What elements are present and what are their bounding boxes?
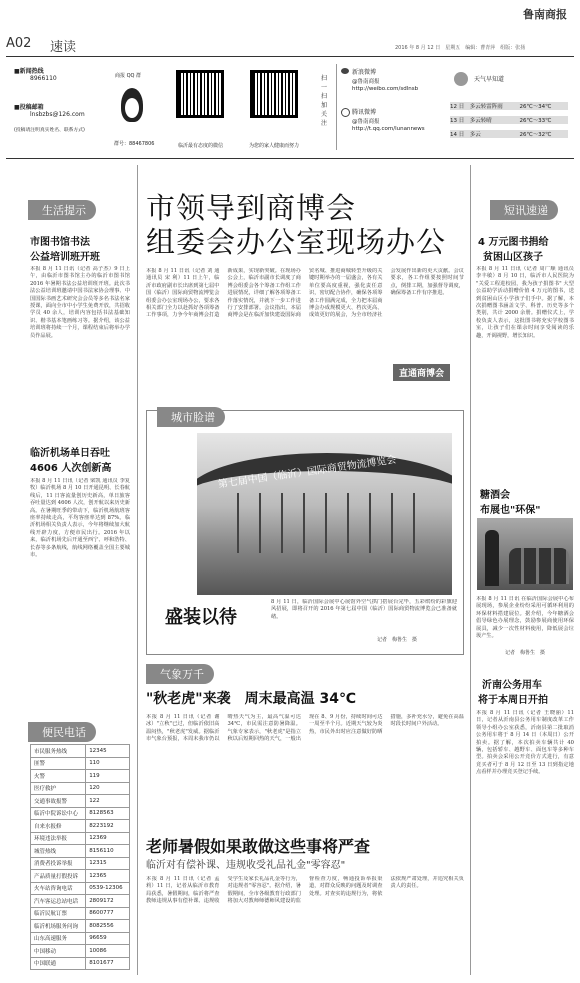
phone-service-name: 临沂中院诉讼中心 [31, 807, 86, 820]
phone-service-name: 中国联通 [31, 957, 86, 970]
masthead-rule [6, 56, 574, 57]
jars [509, 548, 569, 584]
phone-row [31, 895, 130, 908]
qr2-caption: 为您的家人健康而努力 [249, 143, 300, 149]
main-headline-1: 市领导到商博会 [146, 191, 357, 225]
main-body: 本报 8 月 11 日讯（记者 刘 通 通讯员 宋 利）11 日上午，临沂市政府副市长出席到第七届中国（临沂）国际商贸物流博览会组委会办公室现场办公，要求各相关部门全力以赴抓好各项筹备工作事项，力争今年商博会打造新成果，实现新突破。在现场办公会上，临沂市副市长调度了商博会组委会各个筹备工作组工作进展情况，详细了解各项筹备工作落实情况，并就下一步工作进行了安排部署。会议指出，本届商博会是在临沂加快建设国际商贸名城、推进商城转型升级的关键时期举办的一届盛会，各有关单位要高度重视，强化责任意识，密切配合协作，确保各项筹备工作圆满完成，全力把本届商博会办成规模更大、档次更高、成效更好的展会，为全市经济社会发展作出新的更大贡献。会议要求，各工作组要按照时间节点，倒排工期，加强督导调度，确保筹备工作有序推进。 [146, 268, 464, 319]
phone-service-name: 产品质量打假投诉 [31, 870, 86, 883]
phone-number: 122 [86, 795, 130, 808]
left-column-divider [137, 165, 138, 975]
contact-divider [336, 64, 337, 150]
email-address: lnsbzbs@126.com [30, 111, 85, 118]
weather-temp: 26℃～34℃ [519, 104, 552, 110]
phone-number: 2809172 [86, 895, 130, 908]
weibo2-url[interactable]: http://t.qq.com/lunannews [352, 126, 425, 132]
weather-title: 天气早知道 [474, 76, 505, 83]
phone-service-name: 汽车客运总站电话 [31, 895, 86, 908]
phone-row [31, 757, 130, 770]
overlay-title: 盛装以待 [165, 607, 237, 628]
section-name: 速读 [50, 40, 77, 55]
phone-row [31, 832, 130, 845]
email-note: (投稿请注明真实姓名、联系方式) [14, 128, 85, 133]
phone-number: 120 [86, 782, 130, 795]
expo-photo [197, 433, 452, 595]
weibo1-name: @鲁南商报 [352, 79, 380, 85]
phone-number: 8101677 [86, 957, 130, 970]
city-photo-credit: 记者 梅鲁生 摄 [377, 637, 418, 643]
weather-day: 12 日 [450, 104, 465, 110]
weather-desc: 多云 [469, 132, 481, 138]
scan-label: 扫一扫 加关注 [321, 75, 328, 127]
city-photo-caption: 8 月 11 日，临沂国际会展中心展馆外空气拱门搭展台完毕，五彩缤纷的彩旗迎风招展，即将召开的 2016 年第七届中国（临沂）国际商贸物流博览会已准备就绪。 [271, 599, 457, 620]
books-body: 本报 8 月 11 日讯（记者 周广顺 通讯员 李丰敏）8 月 10 日，临沂市人民医院为 "关爱工程进校园，我为孩子捐图书" 大型公益助学活动捐赠价值 4 万元的图书，送到贫困山区小学孩子们手中。据了解，本次捐赠图书涵盖文学、科普、历史等多个类别，共计 2000 余册。捐赠仪式上，学校负责人表示，这批图书将充实学校图书室，让孩子们在课余时间享受阅读的乐趣，开阔视野，增长知识。 [476, 266, 574, 339]
phone-row [31, 907, 130, 920]
city-photo-box [146, 410, 464, 655]
phone-row [31, 857, 130, 870]
qr1-caption: 临沂最有态度的微信 [178, 143, 224, 149]
weather-desc: 多云转晴 [469, 118, 492, 124]
phone-number: 96659 [86, 932, 130, 945]
phone-row [31, 920, 130, 933]
phone-row [31, 807, 130, 820]
phone-number: 12365 [86, 870, 130, 883]
phone-row [31, 932, 130, 945]
phone-number: 8128563 [86, 807, 130, 820]
date-line: 2016 年 8 月 12 日 星期五 编辑：曹青萍 组版：张扬 [395, 45, 526, 51]
email-label: ■投稿邮箱 [14, 104, 44, 111]
phone-service-name: 临沂民航订票 [31, 907, 86, 920]
phone-row [31, 745, 130, 758]
books-title-1: 4 万元图书捐给 [478, 237, 549, 248]
bus-body: 本报 8 月 11 日讯（记者 王晓丽）11 日，记者从沂南县公务用车制度改革工作领导小组办公室获悉，沂南县第二批取消公务用车将于 8 月 14 日（本周日）公开拍卖。据了解，本次拍卖车辆共计 40 辆，包括轿车、越野车、面包车等多种车型。拍卖会采用公开竞价方式进行，有意竞买者可于 8 月 12 日至 13 日到指定地点看样并办理竞买登记手续。 [476, 710, 574, 776]
library-title-1: 市图书馆书法 [30, 237, 90, 248]
weather-temp: 26℃～32℃ [519, 132, 552, 138]
phone-number: 10086 [86, 945, 130, 958]
phone-service-name: 环境违法举报 [31, 832, 86, 845]
books-title-2: 贫困山区孩子 [483, 252, 543, 263]
tag-city-faces: 城市脸谱 [157, 407, 225, 427]
person-figure [485, 530, 499, 586]
phone-service-name: 山东高速服务 [31, 932, 86, 945]
phone-row [31, 957, 130, 970]
weibo1-url[interactable]: http://weibo.com/sdlnsb [352, 86, 419, 92]
phone-service-name: 火车站咨询电话 [31, 882, 86, 895]
airport-title-2: 4606 人次创新高 [30, 463, 112, 474]
phone-service-name: 中国移动 [31, 945, 86, 958]
page-number: A02 [6, 36, 32, 51]
phone-number: 8223192 [86, 820, 130, 833]
tencent-weibo-icon [341, 108, 350, 117]
penguin-icon [121, 88, 143, 122]
weibo2-label: 腾讯微博 [352, 109, 377, 116]
weather-temp: 26℃～33℃ [519, 118, 552, 124]
library-title-2: 公益培训班开班 [30, 252, 100, 263]
qq-label: 商报 QQ 群 [115, 73, 142, 79]
tag-life-tips: 生活提示 [28, 200, 96, 220]
phone-service-name: 交通事故报警 [31, 795, 86, 808]
sugar-photo [477, 518, 573, 590]
arch-banner-text: 第七届中国（临沂）国际商贸物流博览会 [217, 454, 398, 491]
airport-body: 本报 8 月 11 日讯（记者 梁凯 通讯员 李复牧）临沂机场 8 月 10 日开通昆明、长春航线后，11 日客流量创历史新高，单日旅客吞吐量达到 4606 人次，创开航以来历史新高。在暑期旺季的带动下，临沂机场航班客座率持续走高，平均客座率达到 87%。临沂机场相关负责人表示，今年将继续加大航线开辟力度，方便市民出行。2016 年以来，临沂机场先后开通至西宁、呼和浩特、长春等多条航线，航线网络覆盖全国主要城市。 [30, 478, 130, 559]
sugar-title-1: 糖酒会 [480, 490, 510, 501]
phone-number: 8600777 [86, 907, 130, 920]
weather-box [448, 68, 570, 148]
qr-code-2[interactable] [250, 70, 298, 118]
phone-number: 0539-12306 [86, 882, 130, 895]
weibo-icon [341, 68, 349, 74]
expo-logo: 直通商博会 [393, 364, 450, 381]
phone-table [30, 744, 130, 970]
phone-row [31, 870, 130, 883]
phone-service-name: 自来水报修 [31, 820, 86, 833]
teachers-title: 老师暑假如果敢做这些事将严查 [146, 837, 371, 856]
hotline-number: 8966110 [30, 75, 57, 82]
phone-number: 110 [86, 757, 130, 770]
phone-service-name: 医疗救护 [31, 782, 86, 795]
phone-service-name: 消费者投诉举报 [31, 857, 86, 870]
contact-bottom-rule [6, 158, 574, 159]
phone-row [31, 770, 130, 783]
weibo2-name: @鲁南商报 [352, 119, 380, 125]
library-body: 本报 8 月 11 日讯（记者 高子杰）9 日上午，由临沂市图书馆主办的临沂市图书馆 2016 年暑期书法公益培训班开班。此次书法公益培训班邀请中国书法家协会理事、中国国际书画艺术研究会会员等多名书法名家授课，面向全市中小学生免费开放，共招收学员 40 余人，培训内容包括书法基础知识、楷书基本笔画练习等。据介绍，该公益培训班将持续一个月，课程结束后将举办学员作品展。 [30, 266, 130, 339]
phone-number: 12369 [86, 832, 130, 845]
phone-row [31, 945, 130, 958]
contact-strip [6, 60, 574, 155]
paper-name: 鲁南商报 [523, 8, 567, 21]
weibo1-label: 新浪微博 [352, 69, 377, 76]
phone-number: 8156110 [86, 845, 130, 858]
phone-row [31, 882, 130, 895]
phone-service-name: 市民服务热线 [31, 745, 86, 758]
sugar-body: 本报 8 月 11 日讯 在临沂国际会展中心布展现场，参展企业纷纷采用可循环利用的环保材料搭建展位。据介绍，今年糖酒会倡导绿色办展理念，鼓励参展商使用环保展具，减少一次性材料使用，降低展会垃圾产生。 [476, 596, 574, 640]
phone-row [31, 782, 130, 795]
phone-row [31, 820, 130, 833]
tag-weather: 气象万千 [146, 664, 214, 684]
qq-group-number: 群号：88467806 [114, 141, 155, 147]
hotline-label: ■新闻热线 [14, 68, 44, 75]
phone-number: 12315 [86, 857, 130, 870]
phone-number: 8082556 [86, 920, 130, 933]
phone-number: 12345 [86, 745, 130, 758]
phone-service-name: 城管热线 [31, 845, 86, 858]
phone-service-name: 火警 [31, 770, 86, 783]
phone-service-name: 匪警 [31, 757, 86, 770]
heat-body: 本报 8 月 11 日讯（记者 谢 冰）"立秋"已过，但临沂依旧高温闷热，"秋老虎"发威。据临沂市气象台预报，本周末我市仍以晴热天气为主，最高气温可达 34℃，市民需注意防暑降温。气象专家表示，"秋老虎"是指立秋以后短期回热的天气，一般出现在 8、9 月份，持续时间可达一周至半个月。近期天气较为炎热，市民外出时应注意做好防晒措施，多补充水分，避免在高温时段长时间户外活动。 [146, 714, 464, 743]
phone-row [31, 795, 130, 808]
sugar-title-2: 布展也"环保" [480, 505, 541, 516]
teachers-subtitle: 临沂对有偿补课、违规收受礼品礼金"零容忍" [146, 860, 346, 871]
airport-title-1: 临沂机场单日吞吐 [30, 448, 110, 459]
phone-row [31, 845, 130, 858]
flag-poles [237, 493, 417, 553]
tag-brief-news: 短讯速递 [490, 200, 558, 220]
right-column-divider [470, 165, 471, 975]
bus-title-1: 沂南公务用车 [482, 680, 542, 691]
weather-desc: 多云转雷阵雨 [469, 104, 503, 110]
tag-convenience-phones: 便民电话 [28, 722, 96, 742]
main-headline-2: 组委会办公室现场办公 [146, 225, 447, 259]
weather-day: 13 日 [450, 118, 465, 124]
heat-title: "秋老虎"来袭 周末最高温 34℃ [146, 691, 356, 707]
phone-service-name: 临沂机场服务问询 [31, 920, 86, 933]
sugar-credit: 记者 梅鲁生 摄 [505, 650, 546, 656]
teachers-body: 本报 8 月 11 日讯（记者 孟 莉）11 日，记者从临沂市教育局获悉，暑假期间，临沂将严查教师违规从事有偿补课、违规收受学生及家长礼品礼金等行为，对违规者"零容忍"。据介绍，暑假期间，全市各级教育行政部门将加大对教师师德师风建设的监督检查力度，畅通投诉举报渠道，对群众反映的问题及时调查处理。对查实的违规行为，将依法依规严肃处理，并追究相关负责人的责任。 [146, 876, 464, 905]
qr-code-1[interactable] [176, 70, 224, 118]
bus-title-2: 将于本周日开拍 [478, 695, 548, 706]
phone-number: 119 [86, 770, 130, 783]
weather-day: 14 日 [450, 132, 465, 138]
sun-cloud-icon [454, 72, 468, 86]
